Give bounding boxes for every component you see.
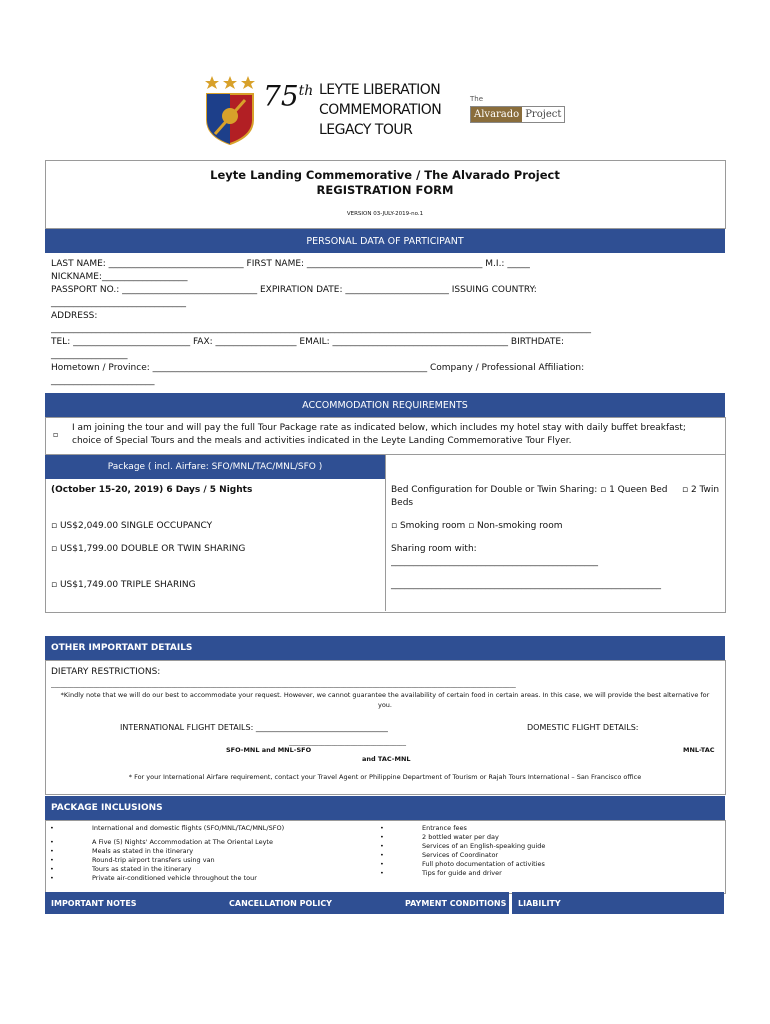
- birthdate-line[interactable]: _________________: [51, 350, 128, 360]
- sharing-label: Sharing room with:: [391, 544, 477, 554]
- list-item: • Meals as stated in the itinerary: [50, 847, 194, 855]
- crest-icon: [205, 74, 255, 146]
- list-item: • Private air-conditioned vehicle throughout the tour: [50, 874, 257, 882]
- partner-logo-the: The: [470, 95, 484, 103]
- sfo-route: SFO-MNL and MNL-SFO: [226, 746, 312, 754]
- dietary-label: DIETARY RESTRICTIONS:: [51, 667, 161, 677]
- inclusions-heading: PACKAGE INCLUSIONS: [45, 796, 725, 820]
- package-column-divider: [385, 455, 386, 611]
- partner-logo-alvarado: Alvarado: [471, 107, 522, 122]
- passport-line[interactable]: PASSPORT NO.: ______________________________ EXPIRATION DATE: _______________________ ISSUING COUNTRY:: [51, 285, 537, 295]
- domestic-flight-line[interactable]: ____________________________________: [289, 738, 406, 746]
- bullet-icon: •: [50, 824, 54, 832]
- tour-logo: [205, 74, 465, 154]
- issuing-country-line[interactable]: ______________________________: [51, 298, 186, 308]
- bed-config-beds: Beds: [391, 498, 414, 508]
- logo-title-line-3: LEGACY TOUR: [319, 122, 413, 138]
- tac-route: and TAC-MNL: [362, 755, 411, 763]
- bullet-icon: •: [380, 824, 384, 832]
- bullet-icon: •: [380, 833, 384, 841]
- accommodation-text: I am joining the tour and will pay the full Tour Package rate as indicated below, which includes my hotel stay with daily buffet breakfast; choice of Special Tours and the meals and activities indicated in the Leyte Landing Commemorative Tour Flyer.: [72, 423, 686, 446]
- twin-bed-option[interactable]: ▫ 2 Twin: [682, 485, 720, 495]
- other-details-heading: OTHER IMPORTANT DETAILS: [45, 636, 725, 660]
- cancellation-policy-tab[interactable]: CANCELLATION POLICY: [223, 892, 402, 914]
- sharing-line-2[interactable]: ____________________________________________________________: [391, 580, 661, 590]
- form-subtitle: REGISTRATION FORM: [316, 183, 454, 197]
- bullet-icon: •: [50, 847, 54, 855]
- package-heading: Package ( incl. Airfare: SFO/MNL/TAC/MNL/SFO ): [45, 455, 385, 479]
- inclusions-left-list: [50, 824, 360, 883]
- accommodation-checkbox[interactable]: ▫: [53, 430, 59, 439]
- liability-tab[interactable]: LIABILITY: [512, 892, 724, 914]
- partner-logo-project: Project: [525, 109, 562, 120]
- hometown-line[interactable]: Hometown / Province: _____________________________________________________________ Company / Professional Affiliation:: [51, 363, 585, 373]
- international-flight-line[interactable]: INTERNATIONAL FLIGHT DETAILS: _________________________________: [120, 723, 388, 732]
- contact-line[interactable]: TEL: __________________________ FAX: __________________ EMAIL: _______________________________________ BIRTHDATE:: [51, 337, 565, 347]
- mnl-tac-route: MNL-TAC: [683, 746, 715, 754]
- single-occupancy-option[interactable]: ▫ US$2,049.00 SINGLE OCCUPANCY: [51, 521, 213, 531]
- important-notes-tab[interactable]: IMPORTANT NOTES: [45, 892, 227, 914]
- address-label: ADDRESS:: [51, 311, 98, 321]
- bullet-icon: •: [50, 865, 54, 873]
- bullet-icon: •: [50, 874, 54, 882]
- sharing-line-1[interactable]: ______________________________________________: [391, 557, 598, 567]
- nickname-line[interactable]: NICKNAME:___________________: [51, 272, 188, 282]
- airfare-footnote: * For your International Airfare requirement, contact your Travel Agent or Philippine Department of Tourism or Rajah Tours International – San Francisco office: [128, 773, 642, 781]
- list-item: • A Five (5) Nights' Accommodation at The Oriental Leyte: [50, 838, 273, 846]
- bullet-icon: •: [380, 851, 384, 859]
- list-item: • Services of an English-speaking guide: [380, 842, 546, 850]
- package-dates: (October 15-20, 2019) 6 Days / 5 Nights: [51, 485, 253, 495]
- double-sharing-option[interactable]: ▫ US$1,799.00 DOUBLE OR TWIN SHARING: [51, 544, 246, 554]
- form-title: Leyte Landing Commemorative / The Alvarado Project: [210, 168, 560, 182]
- logo-title-line-2: COMMEMORATION: [319, 102, 442, 118]
- payment-conditions-tab[interactable]: PAYMENT CONDITIONS: [399, 892, 509, 914]
- anniversary-ordinal: th: [298, 83, 314, 99]
- anniversary-number: 75: [263, 79, 299, 113]
- bullet-icon: •: [380, 869, 384, 877]
- address-line[interactable]: ________________________________________________________________________________________________________________________: [51, 324, 591, 334]
- dietary-note: *Kindly note that we will do our best to accommodate your request. However, we cannot guarantee the availability of certain food in certain areas. In this case, we will provide the best alternative for you.: [60, 691, 710, 709]
- list-item: • Round-trip airport transfers using van: [50, 856, 215, 864]
- bullet-icon: •: [50, 838, 54, 846]
- list-item: • 2 bottled water per day: [380, 833, 499, 841]
- list-item: • Services of Coordinator: [380, 851, 499, 859]
- list-item: • International and domestic flights (SFO/MNL/TAC/MNL/SFO): [50, 824, 360, 838]
- bed-config-option[interactable]: Bed Configuration for Double or Twin Sharing: ▫ 1 Queen Bed: [391, 485, 668, 495]
- dietary-line[interactable]: _______________________________________________________________________________________________________________________________________________: [51, 680, 516, 688]
- inclusions-right-list: [380, 824, 710, 878]
- list-item: • Tours as stated in the itinerary: [50, 865, 192, 873]
- domestic-flight-label: DOMESTIC FLIGHT DETAILS:: [527, 723, 639, 732]
- bullet-icon: •: [50, 856, 54, 864]
- name-line[interactable]: LAST NAME: ______________________________ FIRST NAME: _______________________________________ M.I.: _____: [51, 259, 530, 269]
- list-item: • Full photo documentation of activities: [380, 860, 545, 868]
- partner-logo: [470, 95, 565, 123]
- personal-data-heading: PERSONAL DATA OF PARTICIPANT: [45, 229, 725, 253]
- list-item: • Tips for guide and driver: [380, 869, 502, 877]
- bullet-icon: •: [380, 842, 384, 850]
- form-version: VERSION 03-JULY-2019-no.1: [346, 211, 424, 217]
- affiliation-line[interactable]: _______________________: [51, 376, 155, 386]
- smoking-option[interactable]: ▫ Smoking room ▫ Non-smoking room: [391, 521, 563, 531]
- triple-sharing-option[interactable]: ▫ US$1,749.00 TRIPLE SHARING: [51, 580, 196, 590]
- bullet-icon: •: [380, 860, 384, 868]
- list-item: • Entrance fees: [380, 824, 467, 832]
- logo-title-line-1: LEYTE LIBERATION: [319, 82, 441, 98]
- accommodation-heading: ACCOMMODATION REQUIREMENTS: [45, 393, 725, 417]
